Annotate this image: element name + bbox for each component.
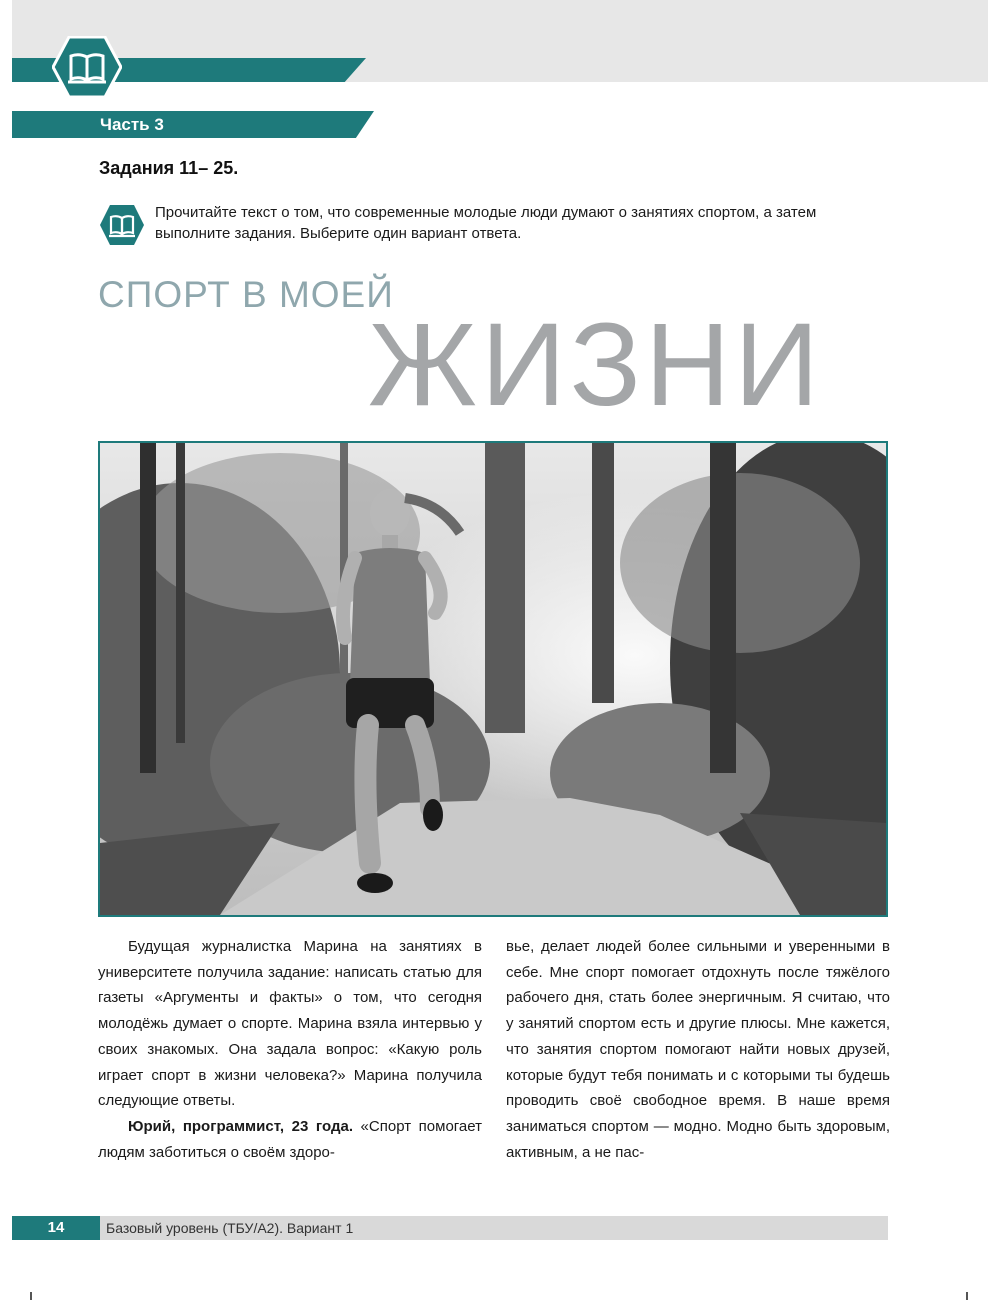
article-photo (98, 441, 888, 917)
footer-text: Базовый уровень (ТБУ/А2). Вариант 1 (106, 1220, 354, 1236)
crop-mark (30, 1292, 32, 1300)
part-label: Часть 3 (100, 115, 164, 134)
article-column-right (506, 934, 890, 1165)
open-book-icon (52, 36, 122, 98)
speaker-quote: «Спорт помогает людям заботиться о своём здоро- (98, 1117, 482, 1161)
tasks-title: Задания 11– 25. (99, 158, 239, 178)
headline-bottom: ЖИЗНИ (368, 299, 824, 431)
part-banner (12, 111, 374, 138)
speaker-name: Юрий, программист, 23 года. (128, 1117, 353, 1135)
article-paragraph (98, 1114, 482, 1165)
page-number: 14 (47, 1219, 65, 1236)
headline-top: СПОРТ В МОЕЙ (98, 274, 394, 315)
article-paragraph: Будущая журналистка Марина на занятиях в университете получила задание: написать статью для газеты «Аргументы и факты» о том, что сегодня молодёжь думает о спорте. Марина взяла интервью у своих знакомых. Она задала вопрос: «Какую роль играет спорт в жизни человека?» Марина получила следующие ответы. (98, 938, 482, 1110)
article-paragraph: вье, делает людей более сильными и уверенными в себе. Мне спорт помогает отдохнуть после тяжёлого рабочего дня, стать более энергичным. Я считаю, что у занятий спортом есть и другие плюсы. Мне кажется, что занятия спортом помогают найти новых друзей, которые будут тебя понимать и с которыми ты будешь проводить своё свободное время. В наше время заниматься спортом — модно. Модно быть здоровым, активным, а не пас- (506, 938, 890, 1161)
reading-instruction: Прочитайте текст о том, что современные молодые люди думают о занятиях спортом, а затем выполните задания. Выберите один вариант ответа. (155, 204, 817, 242)
runner-in-forest-photo (100, 443, 886, 915)
open-book-icon (99, 204, 145, 246)
crop-mark (966, 1292, 968, 1300)
article-column-left (98, 934, 482, 1165)
